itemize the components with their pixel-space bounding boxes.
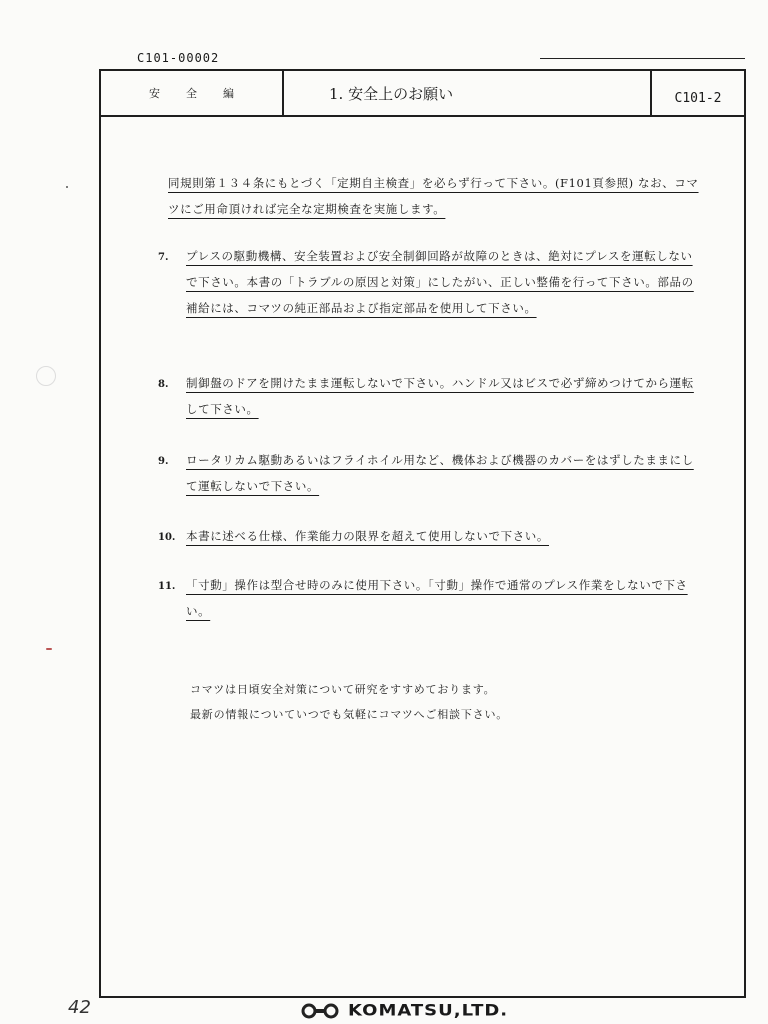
page-code: C101-2 xyxy=(674,90,722,106)
list-item xyxy=(158,243,703,321)
document-id: C101-00002 xyxy=(137,51,220,65)
item-number: 7. xyxy=(158,252,169,263)
intro-paragraph: 同規則第１３４条にもとづく「定期自主検査」を必らず行って下さい。(F101頁参照) なお、コマツにご用命頂ければ完全な定期検査を実施します。 xyxy=(168,176,699,216)
header-row xyxy=(101,71,744,117)
list-item xyxy=(158,447,703,499)
item-text: 「寸動」操作は型合せ時のみに使用下さい。「寸動」操作で通常のプレス作業をしないで下さい。 xyxy=(186,578,688,618)
list-item xyxy=(158,370,703,422)
punch-hole-mark xyxy=(36,366,56,386)
page-number: 42 xyxy=(68,997,91,1018)
item-text: ロータリカム駆動あるいはフライホイル用など、機体および機器のカバーをはずしたままにして運転しないで下さい。 xyxy=(186,453,694,493)
item-number: 10. xyxy=(158,532,176,543)
scan-dot xyxy=(46,648,52,650)
footer xyxy=(300,1000,508,1021)
list-item xyxy=(158,572,703,624)
list-item xyxy=(158,523,703,551)
scan-dot xyxy=(66,186,68,188)
item-number: 11. xyxy=(158,581,176,592)
item-number: 9. xyxy=(158,456,169,467)
company-name: KOMATSU,LTD. xyxy=(348,1001,509,1020)
page-title: 1. 安全上のお願い xyxy=(284,71,652,115)
komatsu-logo-icon xyxy=(300,1001,340,1021)
item-text: プレスの駆動機構、安全装置および安全制御回路が故障のときは、絶対にプレスを運転しないで下さい。本書の「トラブルの原因と対策」にしたがい、正しい整備を行って下さい。部品の補給には、コマツの純正部品および指定部品を使用して下さい。 xyxy=(186,249,694,315)
closing-line-2: 最新の情報についていつでも気軽にコマツへご相談下さい。 xyxy=(190,708,509,721)
closing-line-1: コマツは日頃安全対策について研究をすすめております。 xyxy=(190,683,496,696)
item-text: 本書に述べる仕様、作業能力の限界を超えて使用しないで下さい。 xyxy=(186,529,549,543)
top-rule xyxy=(540,58,745,59)
section-label: 安全編 xyxy=(101,71,284,115)
item-text: 制御盤のドアを開けたまま運転しないで下さい。ハンドル又はビスで必ず締めつけてから運転して下さい。 xyxy=(186,376,694,416)
item-number: 8. xyxy=(158,379,169,390)
